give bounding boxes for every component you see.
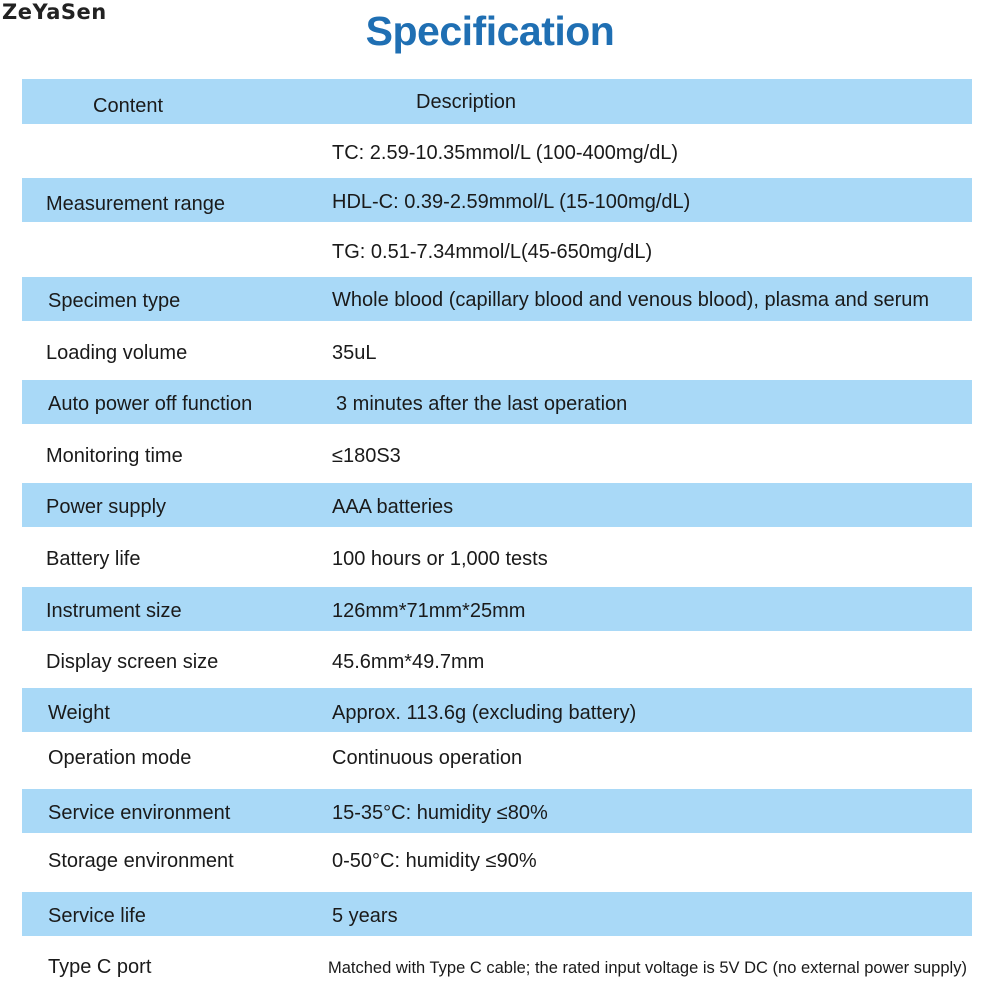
row-value-auto-power-off: 3 minutes after the last operation — [336, 393, 628, 415]
row-value-loading-volume: 35uL — [332, 342, 377, 364]
row-label-weight: Weight — [48, 702, 110, 724]
row-value-battery-life: 100 hours or 1,000 tests — [332, 548, 548, 570]
row-label-instrument-size: Instrument size — [46, 600, 182, 622]
row-value-monitoring-time: ≤180S3 — [332, 445, 401, 467]
row-label-battery-life: Battery life — [46, 548, 141, 570]
row-label-service-environment: Service environment — [48, 802, 231, 824]
row-band-service-life — [22, 892, 972, 936]
row-label-service-life: Service life — [48, 905, 146, 927]
row-value-tg: TG: 0.51-7.34mmol/L(45-650mg/dL) — [332, 241, 653, 263]
row-label-auto-power-off: Auto power off function — [48, 393, 253, 415]
column-header-description: Description — [416, 91, 517, 113]
row-value-power-supply: AAA batteries — [332, 496, 454, 518]
row-value-service-environment: 15-35°C: humidity ≤80% — [332, 802, 548, 824]
row-value-specimen-type: Whole blood (capillary blood and venous blood), plasma and serum — [332, 289, 930, 311]
row-value-service-life: 5 years — [332, 905, 398, 927]
row-label-display-screen-size: Display screen size — [46, 651, 219, 673]
row-label-monitoring-time: Monitoring time — [46, 445, 183, 467]
row-label-type-c-port: Type C port — [48, 956, 152, 978]
row-value-storage-environment: 0-50°C: humidity ≤90% — [332, 850, 537, 872]
row-label-specimen-type: Specimen type — [48, 290, 181, 312]
row-value-weight: Approx. 113.6g (excluding battery) — [332, 702, 637, 724]
row-value-instrument-size: 126mm*71mm*25mm — [332, 600, 526, 622]
row-value-operation-mode: Continuous operation — [332, 747, 523, 769]
row-value-display-screen-size: 45.6mm*49.7mm — [332, 651, 485, 673]
page-title: Specification — [365, 8, 615, 54]
row-value-hdl-c: HDL-C: 0.39-2.59mmol/L (15-100mg/dL) — [332, 191, 691, 213]
row-label-operation-mode: Operation mode — [48, 747, 192, 769]
row-label-power-supply: Power supply — [46, 496, 167, 518]
row-label-loading-volume: Loading volume — [46, 342, 188, 364]
row-label-measurement-range: Measurement range — [46, 193, 225, 215]
row-value-type-c-port: Matched with Type C cable; the rated input voltage is 5V DC (no external power supply) — [328, 959, 967, 977]
row-value-tc: TC: 2.59-10.35mmol/L (100-400mg/dL) — [332, 142, 679, 164]
brand-logo-text: ZeYaSen — [2, 0, 107, 24]
row-label-storage-environment: Storage environment — [48, 850, 234, 872]
column-header-content: Content — [93, 95, 164, 117]
